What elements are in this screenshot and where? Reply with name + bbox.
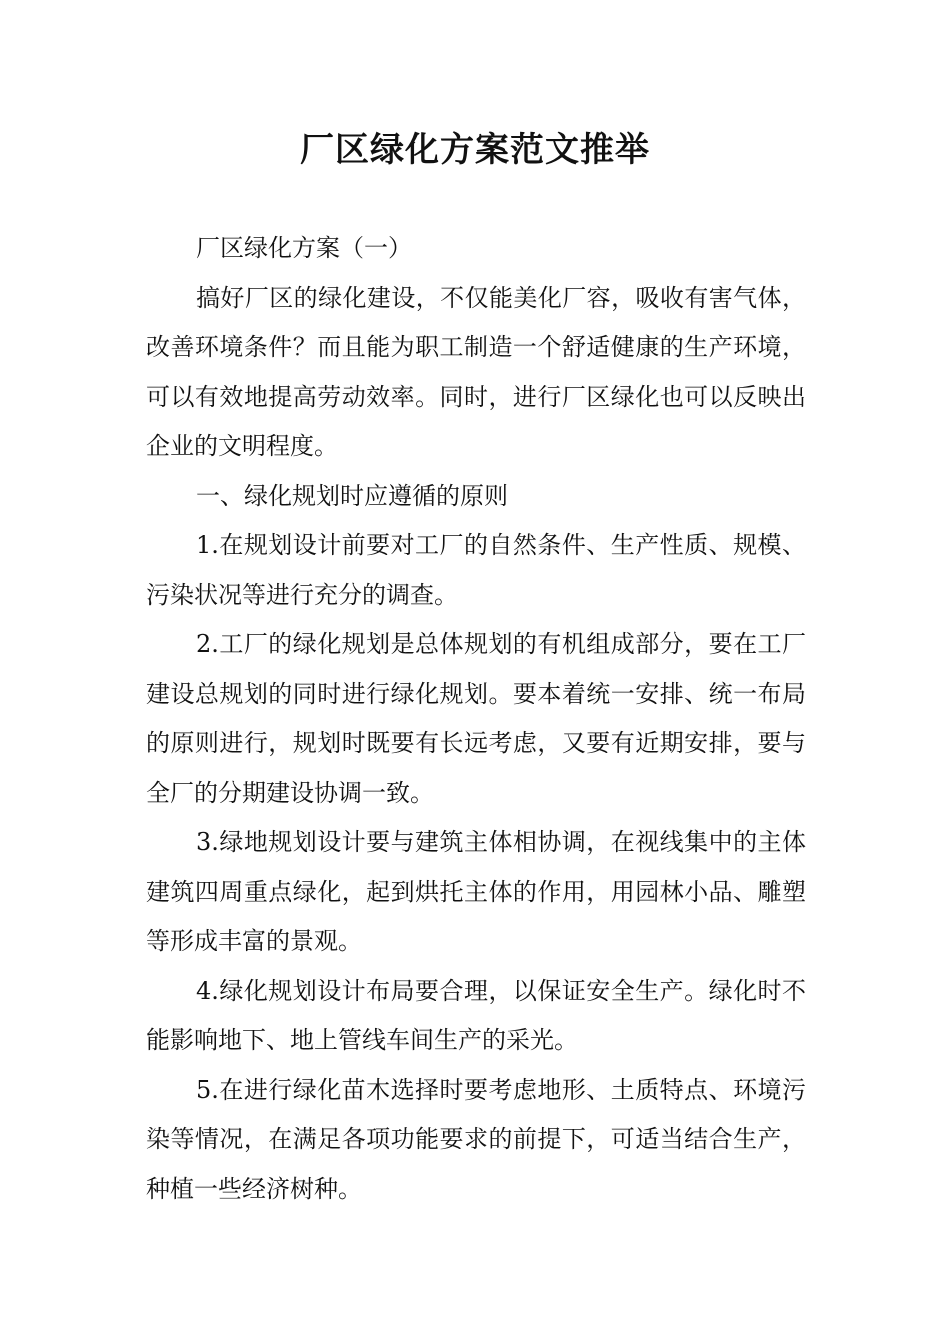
document-title: 厂区绿化方案范文推举: [300, 130, 650, 170]
paragraph-principles-heading: 一、绿化规划时应遵循的原则: [196, 481, 508, 510]
paragraph-item-2: 2.工厂的绿化规划是总体规划的有机组成部分，要在工厂建设总规划的同时进行绿化规划。要本着统一安排、统一布局的原则进行，规划时既要有长远考虑，又要有近期安排，要与全厂的分期建设协调一致。: [146, 630, 806, 807]
paragraph-intro: 搞好厂区的绿化建设，不仅能美化厂容，吸收有害气体，改善环境条件？而且能为职工制造一个舒适健康的生产环境，可以有效地提高劳动效率。同时，进行厂区绿化也可以反映出企业的文明程度。: [146, 283, 806, 460]
paragraph-item-5: 5.在进行绿化苗木选择时要考虑地形、土质特点、环境污染等情况，在满足各项功能要求的前提下，可适当结合生产，种植一些经济树种。: [146, 1075, 806, 1203]
document-body: [146, 224, 806, 1214]
paragraph-item-4: 4.绿化规划设计布局要合理，以保证安全生产。绿化时不能影响地下、地上管线车间生产的采光。: [146, 976, 806, 1054]
paragraph-item-3: 3.绿地规划设计要与建筑主体相协调，在视线集中的主体建筑四周重点绿化，起到烘托主体的作用，用园林小品、雕塑等形成丰富的景观。: [146, 828, 806, 955]
paragraph-section-heading: 厂区绿化方案（一）: [196, 234, 412, 262]
paragraph-item-1: 1.在规划设计前要对工厂的自然条件、生产性质、规模、污染状况等进行充分的调查。: [146, 531, 806, 609]
